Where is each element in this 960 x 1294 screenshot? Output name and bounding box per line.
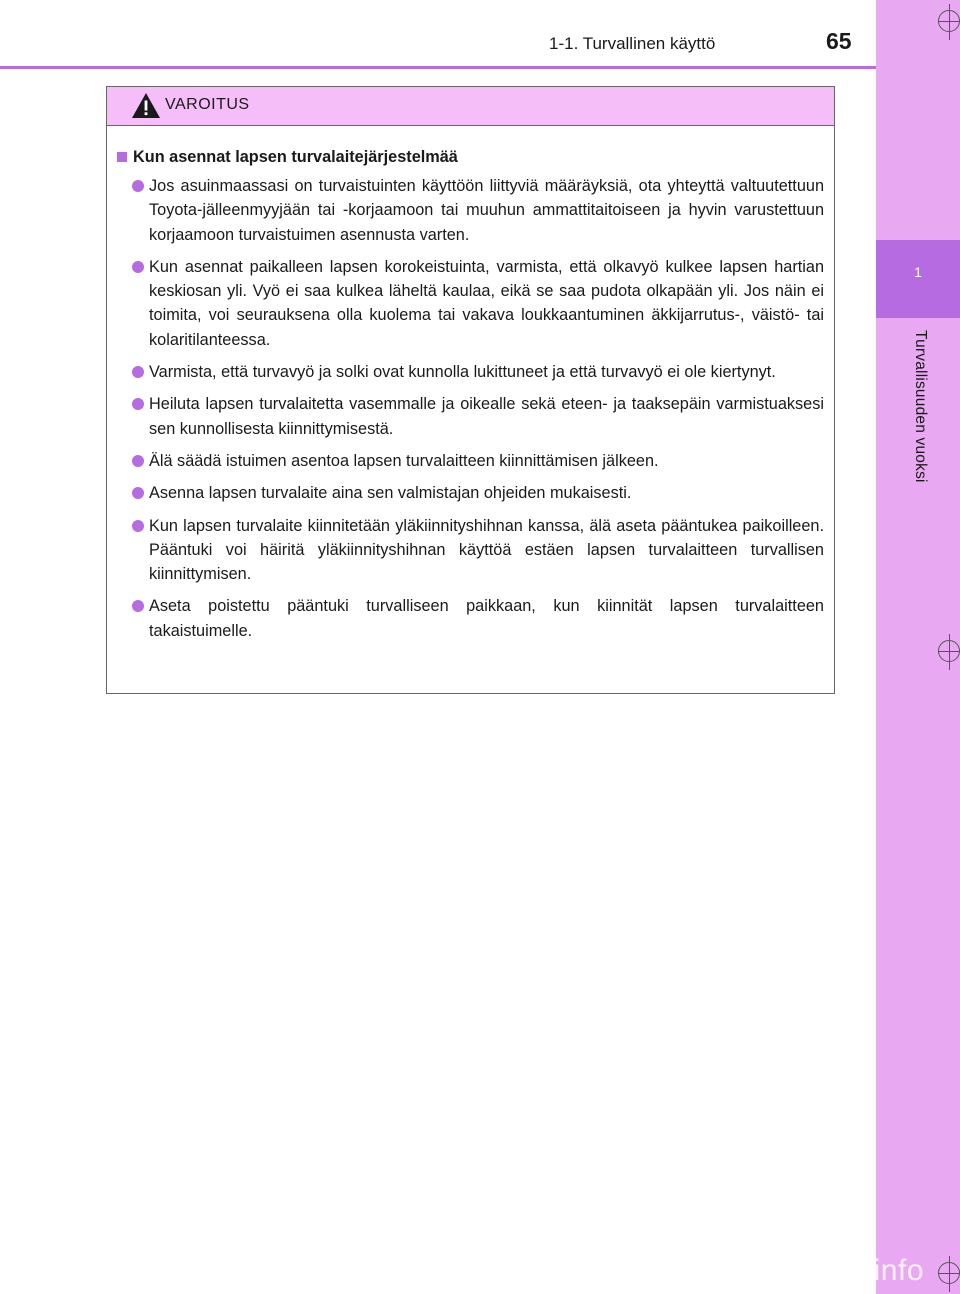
list-item	[117, 481, 824, 505]
bullet-dot-icon	[132, 180, 144, 192]
list-item-text: Jos asuinmaassasi on turvaistuinten käyttöön liittyviä määräyksiä, ota yhteyttä valtuutettuun Toyota-jälleenmyyjään tai -korjaamoon tai muuhun ammattitaitoiseen ja hyvin varustettuun korjaamoon turvaistuimen asennusta varten.	[149, 177, 824, 244]
chapter-label: Turvallisuuden vuoksi	[912, 330, 929, 483]
list-item-text: Kun lapsen turvalaite kiinnitetään yläkiinnityshihnan kanssa, älä aseta pääntukea paikoilleen. Pääntuki voi häiritä yläkiinnityshihnan käyttöä estäen lapsen turvalaitteen turvallisen kiinnittymisen.	[149, 516, 824, 584]
list-item-text: Asenna lapsen turvalaite aina sen valmistajan ohjeiden mukaisesti.	[149, 484, 632, 503]
list-item-text: Varmista, että turvavyö ja solki ovat kunnolla lukittuneet ja että turvavyö ei ole kiertynyt.	[149, 363, 776, 382]
section-heading-text: Kun asennat lapsen turvalaitejärjestelmää	[133, 148, 458, 166]
registration-mark-icon	[938, 10, 960, 32]
bullet-dot-icon	[132, 455, 144, 467]
warning-body	[107, 126, 834, 643]
registration-mark-icon	[938, 640, 960, 662]
list-item-text: Kun asennat paikalleen lapsen korokeistuinta, varmista, että olkavyö kulkee lapsen hartian keskiosan yli. Vyö ei saa kulkea läheltä kaulaa, eikä se saa pudota olkapään yli. Jos näin ei toimita, voi seurauksena olla kuolema tai vakava loukkaantuminen äkkijarrutus-, väistö- tai kolaritilanteessa.	[149, 257, 824, 349]
list-item-text: Aseta poistettu pääntuki turvalliseen paikkaan, kun kiinnität lapsen turvalaitteen takaistuimelle.	[149, 597, 824, 640]
list-item	[117, 392, 824, 441]
header-rule	[0, 66, 876, 69]
watermark-link[interactable]: carmanualsonline.info	[621, 1254, 924, 1287]
warning-box	[106, 86, 835, 694]
page-number: 65	[826, 28, 852, 54]
bullet-dot-icon	[132, 487, 144, 499]
list-item-text: Älä säädä istuimen asentoa lapsen turvalaitteen kiinnittämisen jälkeen.	[149, 451, 659, 470]
bullet-dot-icon	[132, 366, 144, 378]
list-item	[117, 514, 824, 587]
bullet-dot-icon	[132, 261, 144, 273]
warning-title: VAROITUS	[165, 96, 250, 113]
list-item	[117, 449, 824, 473]
warning-header	[107, 87, 834, 126]
bullet-dot-icon	[132, 600, 144, 612]
registration-mark-icon	[938, 1262, 960, 1284]
list-item	[117, 594, 824, 643]
bullet-dot-icon	[132, 398, 144, 410]
warning-list	[117, 174, 824, 643]
section-heading	[117, 146, 824, 168]
bullet-dot-icon	[132, 520, 144, 532]
warning-triangle-icon	[131, 92, 161, 119]
list-item	[117, 174, 824, 247]
square-bullet-icon	[117, 152, 127, 162]
section-title: 1-1. Turvallinen käyttö	[549, 34, 716, 53]
list-item	[117, 360, 824, 384]
chapter-number-tab[interactable]: 1	[876, 240, 960, 318]
list-item-text: Heiluta lapsen turvalaitetta vasemmalle ja oikealle sekä eteen- ja taaksepäin varmistuaksesi sen kunnollisesta kiinnittymisestä.	[149, 395, 824, 438]
list-item	[117, 255, 824, 352]
